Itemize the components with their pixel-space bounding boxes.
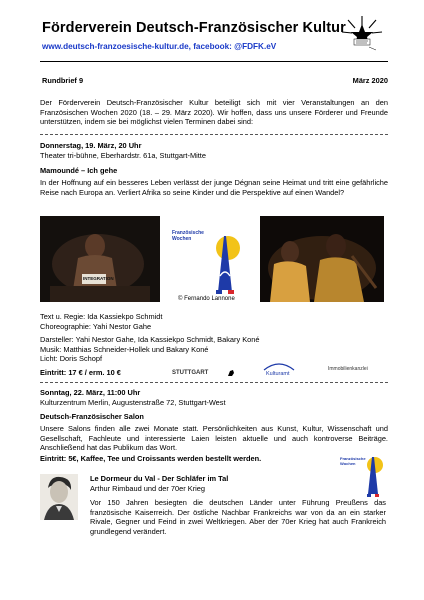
event2-price	[40, 454, 330, 464]
event3-subtitle: Arthur Rimbaud und der 70er Krieg	[90, 484, 206, 493]
credit-cast: Darsteller: Yahi Nestor Gahe, Ida Kassiekpo Schmidt, Bakary Koné	[40, 335, 260, 344]
association-logo	[338, 14, 386, 54]
issue-label: Rundbrief 9	[42, 76, 84, 85]
event1-credits	[40, 312, 270, 364]
performance-photo-left	[40, 216, 160, 302]
section-divider-1	[40, 134, 388, 135]
sponsor-kulturamt-logo	[262, 360, 296, 378]
credit-text-direction: Text u. Regie: Ida Kassiekpo Schmidt	[40, 312, 163, 321]
french-weeks-poster	[172, 230, 248, 298]
eiffel-tower-icon	[202, 232, 246, 296]
stuttgart-horse-icon	[226, 368, 236, 378]
event1-venue: Theater tri-bühne, Eberhardstr. 61a, Stuttgart-Mitte	[40, 151, 206, 160]
header-divider	[40, 61, 388, 62]
sponsor-kulturamt: Kulturamt	[266, 371, 290, 377]
performance-photo-right	[260, 216, 384, 302]
integration-sign-text: INTEGRATION	[83, 276, 114, 281]
photo-credit: © Fernando Lannone	[178, 296, 235, 302]
rimbaud-portrait	[40, 474, 78, 520]
event2-description: Unsere Salons finden alle zwei Monate statt. Persönlichkeiten aus Kunst, Kultur, Wissenschaft und Gesellschaft, Fachleute und interessierte Laien leisten aktuelle und auch kontroverse Beiträge. Anschließend hat das Publikum das Wort.	[40, 424, 388, 452]
event2-title: Deutsch-Französischer Salon	[40, 412, 144, 421]
intro-paragraph: Der Förderverein Deutsch-Französischer Kultur beteiligt sich mit vier Veranstaltungen an den Französischen Wochen 2020 (18. – 29. März 2020). Wir hoffen, dass uns unsere Förderer und Freunde unterstützen, indem sie bei möglichst vielen Terminen dabei sind:	[40, 98, 388, 126]
newsletter-title: Förderverein Deutsch-Französischer Kultur	[42, 20, 346, 36]
sponsor-immobilien: Immobilienkanzlei	[328, 366, 368, 372]
website-link[interactable]: www.deutsch-franzoesische-kultur.de, facebook: @FDFK.eV	[42, 42, 277, 51]
issue-date: März 2020	[352, 76, 388, 85]
event2-venue: Kulturzentrum Merlin, Augustenstraße 72, Stuttgart-West	[40, 398, 226, 407]
credit-light: Licht: Doris Schopf	[40, 354, 103, 363]
event1-title: Mamoundé – Ich gehe	[40, 166, 118, 175]
event1-price: Eintritt: 17 € / erm. 10 €	[40, 368, 121, 377]
star-logo-icon	[338, 14, 386, 54]
sponsor-stuttgart: STUTTGART	[172, 370, 209, 376]
poster-small-title: Französische Wochen	[340, 456, 366, 466]
event2-price-text: Eintritt: 5€, Kaffee, Tee und Croissants werden bestellt werden.	[40, 454, 262, 463]
event1-date: Donnerstag, 19. März, 20 Uhr	[40, 141, 142, 150]
poster-title: Französische Wochen	[172, 230, 204, 242]
event2-date: Sonntag, 22. März, 11:00 Uhr	[40, 388, 141, 397]
event3-description: Vor 150 Jahren besiegten die deutschen Länder unter Führung Preußens das französische Kaiserreich. Der östliche Nachbar Frankreichs war von da an ein starker Rivale, Gegner und Feind in zwei Weltkriegen. Aber der 70er Krieg hat auch Frankreich grundlegend verändert.	[90, 498, 386, 536]
event1-description: In der Hoffnung auf ein besseres Leben verlässt der junge Dégnan seine Heimat und tritt eine gefährliche Reise nach Europa an. Verliert Afrika so seine Kinder und die Perspektive auf einen Wandel?	[40, 178, 388, 197]
section-divider-2	[40, 382, 388, 383]
credit-music: Musik: Matthias Schneider-Hollek und Bakary Koné	[40, 344, 209, 354]
event3-title: Le Dormeur du Val - Der Schläfer im Tal	[90, 474, 229, 483]
french-weeks-poster-small	[340, 454, 386, 498]
eiffel-tower-small-icon	[360, 454, 386, 498]
credit-choreography: Choreographie: Yahi Nestor Gahe	[40, 321, 152, 331]
